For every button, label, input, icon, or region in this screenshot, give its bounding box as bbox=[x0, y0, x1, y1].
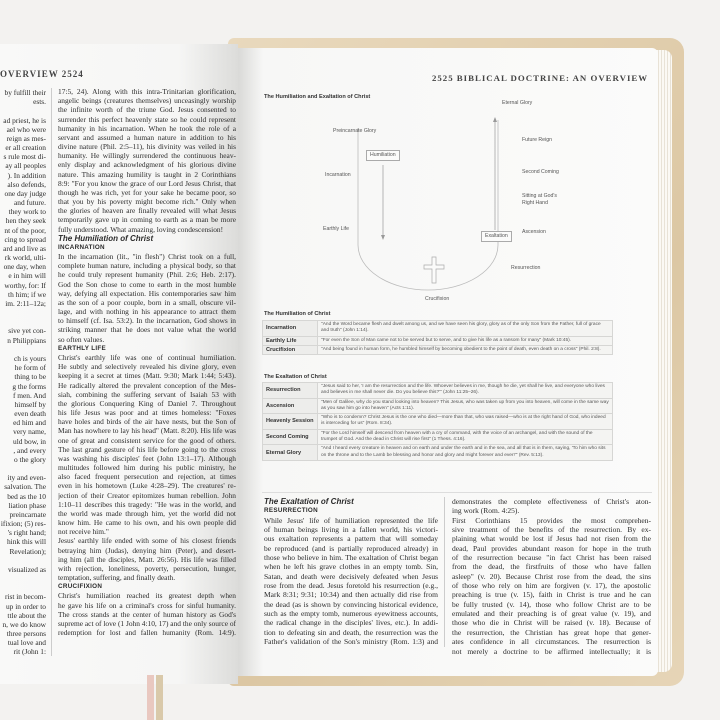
right-page-header: 2525 BIBLICAL DOCTRINE: AN OVERVIEW bbox=[432, 73, 649, 83]
text-line-fragment: ifixion; (5) res- bbox=[0, 519, 46, 529]
label-second-coming: Second Coming bbox=[522, 169, 559, 175]
text-line: the radical change in the disciples' lives, etc.). In addi- bbox=[264, 618, 438, 628]
text-line-fragment: f men. And bbox=[12, 390, 46, 400]
text-line: be fully trusted (v. 14), those who follow Christ are to be bbox=[452, 599, 651, 609]
row-quote: "Who is to condemn? Christ Jesus is the one who died—more than that, who was raised—who is at the right hand of God, who indeed is interceding for us" (Rom. 8:34). bbox=[318, 414, 613, 430]
text-line: angelic beings (creatures themselves) unceasingly worship bbox=[58, 96, 236, 106]
text-line-fragment: worthy, for: If bbox=[4, 280, 46, 290]
text-line: divine nature (Phil. 2:5–11), his divinity was veiled in his bbox=[58, 142, 236, 152]
text-line: Christ's earthly life was one of continual humiliation. bbox=[58, 352, 236, 362]
text-line-fragment: n, we do know bbox=[2, 619, 46, 629]
text-line: way, defying all expectation. His contemporaries saw him bbox=[58, 288, 236, 298]
text-line: those who believe in him. The exaltation of Christ began bbox=[264, 553, 438, 563]
text-line: demonstrates the complete effectiveness of Christ's aton- bbox=[452, 497, 651, 506]
text-line-fragment: nt of the poor, bbox=[4, 225, 46, 235]
row-quote: "Men of Galilee, why do you stand looking into heaven? This Jesus, who was taken up from you into heaven, will come in the same way as you saw him go into heaven" (Acts 1:11). bbox=[318, 398, 613, 414]
subsection-heading: RESURRECTION bbox=[264, 507, 318, 515]
diagram-arc bbox=[358, 120, 498, 290]
text-line: the world was made through him, yet the world did not bbox=[58, 508, 236, 518]
text-line: have holes and birds of the air have nests, but the Son of bbox=[58, 417, 236, 427]
label-resurrection: Resurrection bbox=[511, 265, 541, 271]
text-line: keeping it a secret at times (Matt. 9:30; Mark 1:44; 5:43). bbox=[58, 371, 236, 381]
text-line: temporarily gave up in coming to earth as a man be more bbox=[58, 215, 236, 225]
row-quote: "And being found in human form, he humbled himself by becoming obedient to the point of death, even death on a cross" (Phil. 2:8). bbox=[318, 345, 613, 354]
text-line: was washing his disciples' feet (John 13:1–17). Although bbox=[58, 453, 236, 463]
label-sitting-at-right-hand: Sitting at God's Right Hand bbox=[522, 193, 558, 206]
text-line: with rejection, loneliness, poverty, persecution, hunger, bbox=[58, 563, 236, 573]
subsection-heading: INCARNATION bbox=[58, 243, 105, 251]
text-line: be reproduced (and is partially reproduced already) in bbox=[264, 543, 438, 553]
text-line: know him. He came to his own, and his own people did bbox=[58, 518, 236, 528]
text-line: the glorious Conquering King of Daniel 7. Throughout bbox=[58, 398, 236, 408]
text-line: ing work (Rom. 4:25). bbox=[452, 506, 520, 516]
humiliation-table bbox=[262, 320, 613, 355]
text-line-fragment: cing to spread bbox=[4, 234, 46, 244]
text-line-fragment: er all creation bbox=[5, 143, 46, 153]
text-line: The last grand gesture of his life before going to the cross bbox=[58, 444, 236, 454]
text-line: temptation, suffering, and finally death. bbox=[58, 573, 176, 583]
table-row bbox=[263, 445, 613, 461]
text-line-fragment: g the forms bbox=[12, 381, 46, 391]
text-line-fragment: one day, when bbox=[3, 262, 46, 272]
text-line: servant and assumed a human nature in addition to his bbox=[58, 132, 236, 142]
left-page-main-column bbox=[58, 87, 236, 637]
text-line: He radically altered the prevalent conception of the Mes- bbox=[58, 380, 236, 390]
text-line-fragment: ael who were bbox=[6, 124, 46, 134]
table-row bbox=[263, 321, 613, 337]
label-eternal-glory: Eternal Glory bbox=[502, 100, 533, 106]
row-label: Resurrection bbox=[263, 383, 318, 399]
row-quote: "For even the Son of Man came not to be served but to serve, and to give his life as a ransom for many" (Mark 10:45). bbox=[318, 336, 613, 345]
text-line-fragment: hink this will bbox=[6, 537, 46, 547]
text-line: the resurrection, the Christian has great hope that gener- bbox=[452, 627, 651, 637]
text-line: one of great and consistent service for the good of others. bbox=[58, 435, 236, 445]
text-line-fragment: ch is yours bbox=[13, 353, 46, 363]
text-line-fragment bbox=[0, 583, 46, 592]
text-line-fragment: ). In addition bbox=[7, 170, 46, 180]
ribbon-marker bbox=[156, 675, 163, 720]
text-line: First Corinthians 15 provides the most comprehen- bbox=[452, 515, 651, 525]
text-line-fragment: three persons bbox=[6, 629, 46, 639]
label-ascension: Ascension bbox=[522, 229, 546, 235]
text-line: also faced frequent persecution and rejection, at times bbox=[58, 472, 236, 482]
text-line-fragment: Revelation); bbox=[9, 546, 46, 556]
text-line: redemption for lost and fallen humanity (Rom. 14:9). bbox=[58, 628, 236, 638]
cross-icon bbox=[424, 257, 444, 283]
text-line-fragment: liation phase bbox=[8, 500, 46, 510]
text-line-fragment: uld bow, in bbox=[13, 436, 46, 446]
text-line: The cross stands at the center of human history as God's bbox=[58, 609, 236, 619]
text-line: from the dead, the firstfruits of those who have fallen bbox=[452, 562, 651, 572]
text-line-fragment: o the glory bbox=[13, 454, 46, 464]
row-label: Heavenly Session bbox=[263, 414, 318, 430]
subsection-heading: EARTHLY LIFE bbox=[58, 344, 107, 352]
text-line: of human beings living in a fallen world, his victori- bbox=[264, 525, 438, 535]
exaltation-table bbox=[262, 382, 613, 461]
left-page-edge-column bbox=[0, 88, 46, 657]
text-line-fragment: salvation. The bbox=[4, 482, 46, 492]
text-line: betraying him (Judas), denying him (Peter), and desert- bbox=[58, 545, 236, 555]
row-quote: "And the Word became flesh and dwelt among us, and we have seen his glory, glory as of the only Son from the Father, full of grace and truth" (John 1:14). bbox=[318, 321, 613, 337]
row-label: Incarnation bbox=[263, 321, 318, 337]
text-line: ates confidence in all circumstances. The resurrection is bbox=[452, 637, 651, 647]
text-line: Father's validation of the Son's ministry (Rom. 1:3) and bbox=[264, 637, 438, 647]
text-line: Man has nowhere to lay his head" (Matt. 8:20). His life was bbox=[58, 426, 236, 436]
text-line-fragment: rist in becom- bbox=[4, 592, 46, 602]
text-line: to himself (cf. Isa. 53:2). In the incarnation, God shows in bbox=[58, 316, 236, 326]
text-line-fragment bbox=[0, 317, 46, 326]
text-line-fragment bbox=[0, 556, 46, 565]
text-line-fragment: ay all peoples bbox=[5, 161, 46, 171]
text-line: emulated and their preaching is of great value (v. 19), and bbox=[452, 609, 651, 619]
right-page-column-1 bbox=[264, 497, 438, 647]
text-line-fragment bbox=[0, 574, 46, 583]
text-line: Mark 8:31; 9:31; 10:34) and then actually did rise from bbox=[264, 590, 438, 600]
text-line: the dead (as is shown by convincing historical evidence, bbox=[264, 599, 438, 609]
text-line: when he left his grave clothes in an empty tomb. Sin, bbox=[264, 562, 438, 572]
text-line: plaining what would be lost if Jesus had not risen from the bbox=[452, 534, 651, 544]
text-line-fragment: visualized as bbox=[8, 564, 46, 574]
text-line-fragment: and future. bbox=[13, 198, 46, 208]
text-line-fragment: im. 2:11–12a; bbox=[5, 298, 46, 308]
text-line: While Jesus' life of humiliation represented the life bbox=[264, 515, 438, 525]
text-line: as the son of a poor couple, born in a small, obscure vil- bbox=[58, 297, 236, 307]
text-line-fragment bbox=[0, 106, 46, 115]
text-line: multitudes followed him during his public ministry, he bbox=[58, 463, 236, 473]
label-incarnation: Incarnation bbox=[325, 172, 351, 178]
row-label: Crucifixion bbox=[263, 345, 318, 354]
text-line: dead, Paul provides abundant reason for hope in the truth bbox=[452, 543, 651, 553]
text-line: rose from the dead. Jesus foretold his resurrection (e.g., bbox=[264, 581, 438, 591]
text-line: complete human nature, including a physical body, so that bbox=[58, 261, 236, 271]
text-line: preaching is true (v. 15), faith in Christ is true and he can bbox=[452, 590, 651, 600]
table-row bbox=[263, 383, 613, 399]
text-line: of the resurrection because "in fact Christ has been raised bbox=[452, 553, 651, 563]
text-line: that you by his poverty might become rich." Only when bbox=[58, 197, 236, 207]
text-line-fragment: th him; if we bbox=[8, 289, 46, 299]
column-rule bbox=[51, 88, 52, 656]
humiliation-exaltation-diagram bbox=[240, 60, 660, 310]
text-line: surrender this perfect heavenly state so he could represent bbox=[58, 114, 236, 124]
text-line-fragment: tual love and bbox=[7, 638, 46, 648]
row-quote: "For the Lord himself will descend from heaven with a cry of command, with the voice of an archangel, and with the sound of the trumpet of God. And the dead in Christ will rise first" (1 Thess. 4:16). bbox=[318, 429, 613, 445]
text-line: Satan, and death were decisively defeated when Jesus bbox=[264, 571, 438, 581]
text-line: God the Son chose to come to earth in the most humble bbox=[58, 279, 236, 289]
text-line-fragment: thing to be bbox=[14, 372, 46, 382]
text-line: not merely a doctrine to be affirmed intellectually; it is bbox=[452, 646, 651, 656]
label-crucifixion: Crucifixion bbox=[425, 296, 450, 302]
text-line: jection of their Creator epitomizes human rebellion. John bbox=[58, 490, 236, 500]
text-line: humanity. He willingly surrendered the continuous heav- bbox=[58, 151, 236, 161]
ribbon-marker bbox=[147, 675, 154, 720]
text-line-fragment: 's right hand; bbox=[7, 528, 46, 538]
text-line-fragment: one day judge bbox=[4, 188, 46, 198]
left-page-header: OVERVIEW 2524 bbox=[0, 69, 84, 79]
text-line-fragment: even death bbox=[14, 409, 46, 419]
table-row bbox=[263, 336, 613, 345]
subsection-heading: CRUCIFIXION bbox=[58, 583, 103, 591]
section-heading: The Humiliation of Christ bbox=[58, 233, 154, 243]
text-line-fragment: s rule most di- bbox=[3, 152, 46, 162]
text-line: the infinite worth of the triune God. Jesus consented to bbox=[58, 105, 236, 115]
text-line-fragment: reign as mes- bbox=[6, 133, 46, 143]
text-line-fragment: ttle about the bbox=[7, 610, 46, 620]
text-line-fragment: he form of bbox=[14, 363, 46, 373]
text-line-fragment: e in him will bbox=[8, 271, 46, 281]
text-line-fragment bbox=[0, 464, 46, 473]
text-line: such as the empty tomb, numerous eyewitness accounts, bbox=[264, 609, 438, 619]
table-row bbox=[263, 398, 613, 414]
row-quote: "Jesus said to her, 'I am the resurrection and the life. Whoever believes in me, though he die, yet shall he live, and everyone who lives and believes in me shall never die. Do you believe this?'" (John 11:25–26). bbox=[318, 383, 613, 399]
text-line: the glories of heaven are finally revealed will what Jesus bbox=[58, 206, 236, 216]
right-page-column-2 bbox=[452, 497, 651, 656]
row-label: Eternal Glory bbox=[263, 445, 318, 461]
text-line: so often values. bbox=[58, 334, 105, 344]
text-line-fragment: ests. bbox=[33, 97, 46, 107]
text-line-fragment: rit (John 1: bbox=[13, 647, 46, 657]
text-line: 1:10–11 describes this tragedy: "He was in the world, and bbox=[58, 499, 236, 509]
text-line: his life Jesus was poor and at times homeless: "Foxes bbox=[58, 408, 236, 418]
text-line: though he was rich, yet for your sake he became poor, so bbox=[58, 187, 236, 197]
text-line-fragment: preincarnate bbox=[9, 509, 46, 519]
humiliation-table-title: The Humiliation of Christ bbox=[264, 311, 331, 317]
table-row bbox=[263, 414, 613, 430]
text-line: enly display and acknowledgment of his glorious divine bbox=[58, 160, 236, 170]
text-line: sive treatment of the benefits of the resurrection. By ex- bbox=[452, 525, 651, 535]
text-line-fragment: very name, bbox=[13, 427, 46, 437]
section-divider bbox=[262, 492, 652, 493]
text-line: humanity in his incarnation. When he took the role of a bbox=[58, 123, 236, 133]
text-line: In the incarnation (lit., "in flesh") Christ took on a full, bbox=[58, 252, 236, 262]
text-line: ing him (all the disciples, Matt. 26:56). His life was filled bbox=[58, 554, 236, 564]
label-future-reign: Future Reign bbox=[522, 137, 552, 143]
exaltation-table-title: The Exaltation of Christ bbox=[264, 374, 327, 380]
text-line-fragment: ard and live as bbox=[3, 243, 46, 253]
text-line-fragment: bed as the 10 bbox=[7, 491, 46, 501]
table-row bbox=[263, 429, 613, 445]
text-line: nature. This amazing humility is taught in 2 Corinthians bbox=[58, 169, 236, 179]
text-line: not receive him." bbox=[58, 527, 109, 537]
text-line: fully understood. What amazing, loving condescension! bbox=[58, 224, 224, 234]
text-line: asleep" (v. 20). Because Christ rose from the dead, the sins bbox=[452, 571, 651, 581]
text-line-fragment: ad priest, he is bbox=[3, 115, 46, 125]
text-line: siah, combining the suffering servant of Isaiah 53 with bbox=[58, 389, 236, 399]
section-heading: The Exaltation of Christ bbox=[264, 497, 354, 506]
text-line: 17:5, 24). Along with this intra-Trinitarian glorification, bbox=[58, 87, 236, 96]
text-line-fragment: ed him and bbox=[13, 418, 46, 428]
text-line-fragment bbox=[0, 345, 46, 354]
label-preincarnate-glory: Preincarnate Glory bbox=[333, 128, 377, 134]
text-line-fragment bbox=[0, 308, 46, 317]
text-line-fragment: ity and even- bbox=[7, 473, 46, 483]
row-label: Ascension bbox=[263, 398, 318, 414]
text-line-fragment: n Philippians bbox=[7, 335, 46, 345]
row-quote: "And I heard every creature in heaven and on earth and under the earth and in the sea, and all that is in them, saying, 'To him who sits on the throne and to the Lamb be blessing and honor and glory and might forever and ever!'" (Rev. 5:13). bbox=[318, 445, 613, 461]
text-line: ous exaltation represents a pattern that will someday bbox=[264, 534, 438, 544]
text-line-fragment: , and every bbox=[13, 445, 46, 455]
column-rule bbox=[444, 497, 445, 647]
text-line-fragment: hen they seek bbox=[5, 216, 46, 226]
label-earthly-life: Earthly Life bbox=[323, 226, 349, 232]
text-line: striking manner that he does not value what the world bbox=[58, 325, 236, 335]
text-line: lage, and with nothing in his appearance to attract them bbox=[58, 307, 236, 317]
text-line-fragment: by fulfill their bbox=[4, 88, 46, 97]
text-line: of those who rely on him are forgiven (v. 17), the apostolic bbox=[452, 581, 651, 591]
label-humiliation: Humiliation bbox=[366, 150, 400, 161]
text-line-fragment: also defends, bbox=[7, 179, 46, 189]
text-line-fragment: himself by bbox=[14, 399, 46, 409]
row-label: Second Coming bbox=[263, 429, 318, 445]
text-line: he could truly represent humanity (Phil. 2:6; Heb. 2:17). bbox=[58, 270, 236, 280]
row-label: Earthly Life bbox=[263, 336, 318, 345]
text-line-fragment: rk world, ulti- bbox=[4, 253, 46, 263]
text-line: tion to defeating sin and death, the resurrection was the bbox=[264, 627, 438, 637]
text-line: Jesus' earthly life ended with some of his closest friends bbox=[58, 536, 236, 546]
text-line-fragment: they work to bbox=[8, 207, 46, 217]
text-line: supreme act of love (1 John 4:10, 17) and the only source of bbox=[58, 618, 236, 628]
text-line: he gave his life on a criminal's cross for sinful humanity. bbox=[58, 600, 236, 610]
text-line: Christ's humiliation reached its greatest depth when bbox=[58, 591, 236, 601]
diagram-title: The Humiliation and Exaltation of Christ bbox=[264, 94, 371, 100]
text-line: those who die in Christ will be raised (v. 18). Because of bbox=[452, 618, 651, 628]
label-exaltation: Exaltation bbox=[481, 231, 512, 242]
text-line-fragment: sive yet con- bbox=[8, 326, 46, 336]
text-line: He subtly and selectively revealed his divine glory, even bbox=[58, 362, 236, 372]
text-line: 8:9: "For you know the grace of our Lord Jesus Christ, that bbox=[58, 178, 236, 188]
text-line: even in his hometown (Luke 4:28–29). The creatures' re- bbox=[58, 481, 236, 491]
text-line-fragment: up in order to bbox=[5, 601, 46, 611]
table-row bbox=[263, 345, 613, 354]
